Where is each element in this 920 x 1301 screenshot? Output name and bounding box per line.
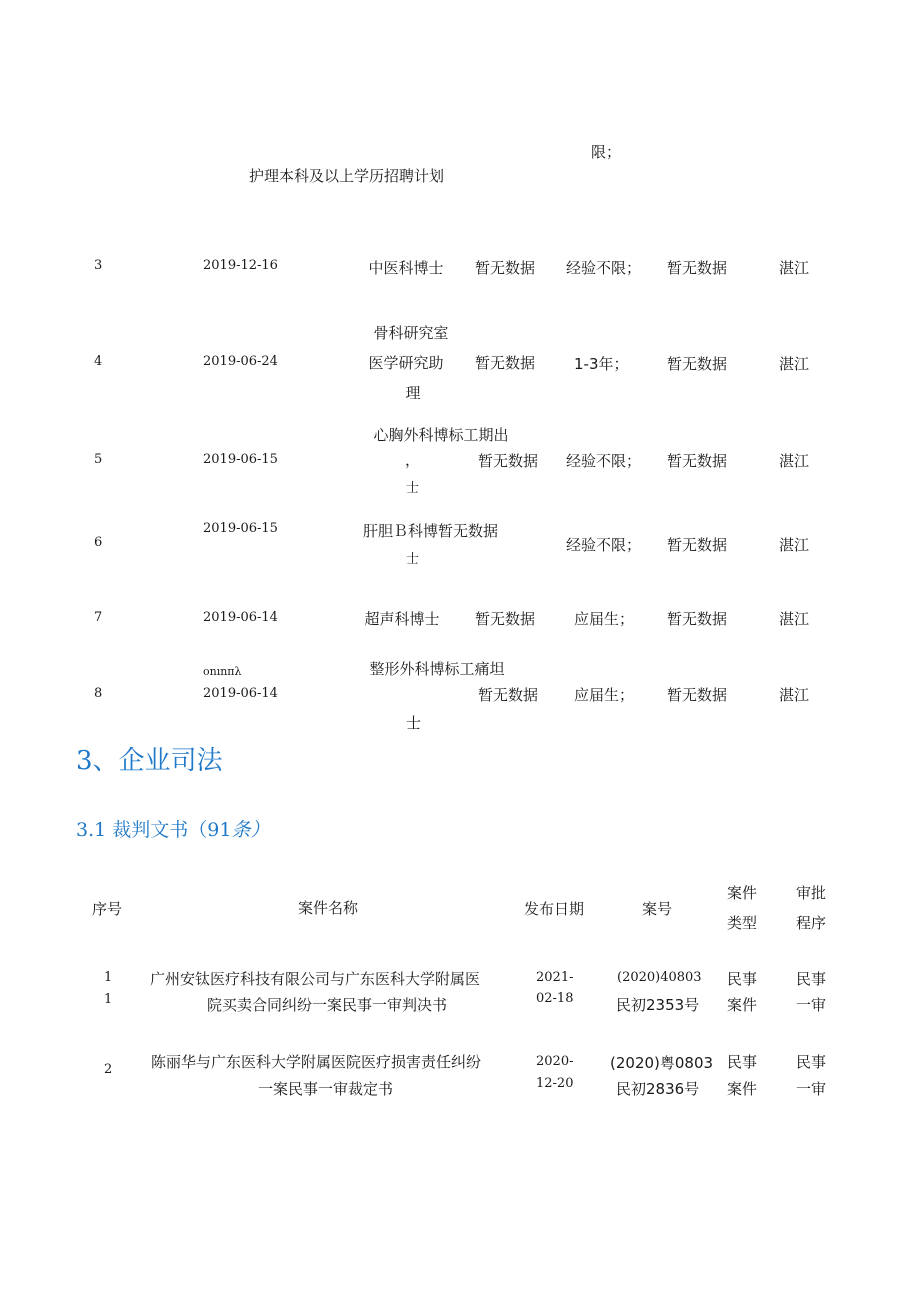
row-position: 超声科博士 xyxy=(364,610,440,628)
case-date-line: 2021- xyxy=(536,970,574,985)
case-type-line: 案件 xyxy=(727,996,758,1014)
case-type-line: 民事 xyxy=(727,970,758,988)
row-position-line: 整形外科博标工痛坦 xyxy=(369,660,505,678)
row-salary: 暂无数据 xyxy=(475,610,536,628)
row-education: 暂无数据 xyxy=(667,259,728,277)
row-salary: 暂无数据 xyxy=(478,452,539,470)
row-number: 1 xyxy=(104,992,113,1007)
row-city: 湛江 xyxy=(779,686,810,704)
row-position-line: 士 xyxy=(406,481,420,496)
row-education: 暂无数据 xyxy=(667,610,728,628)
row-number: 4 xyxy=(94,354,103,369)
procedure-line: 民事 xyxy=(796,970,827,988)
row-date: 2019-12-16 xyxy=(203,258,278,273)
case-date-line: 12-20 xyxy=(536,1076,574,1091)
case-date-line: 2020- xyxy=(536,1054,574,1069)
case-no-line: (2020)40803 xyxy=(617,970,702,985)
header-case-no: 案号 xyxy=(642,900,673,918)
row-date: 2019-06-14 xyxy=(203,610,278,625)
case-no-line: 民初2353号 xyxy=(616,996,700,1014)
row-number: 1 xyxy=(104,970,113,985)
header-procedure-line: 程序 xyxy=(796,914,827,932)
case-type-line: 民事 xyxy=(727,1053,758,1071)
header-case-type-line: 案件 xyxy=(727,884,758,902)
case-name-line: 广州安钛医疗科技有限公司与广东医科大学附属医 xyxy=(150,970,481,988)
header-procedure-line: 审批 xyxy=(796,884,827,902)
plan-text: 护理本科及以上学历招聘计划 xyxy=(249,167,445,185)
row-position-line: 骨科研究室 xyxy=(373,324,449,342)
subsection-title-suffix: 条） xyxy=(231,819,270,841)
row-city: 湛江 xyxy=(779,536,810,554)
row-experience: 应届生； xyxy=(574,686,635,704)
row-number: 8 xyxy=(94,686,103,701)
limit-fragment: 限； xyxy=(591,143,622,161)
header-case-name: 案件名称 xyxy=(298,899,359,917)
row-date: 2019-06-24 xyxy=(203,354,278,369)
row-salary: 暂无数据 xyxy=(475,259,536,277)
row-experience: 1-3年； xyxy=(574,355,629,373)
row-date: 2019-06-15 xyxy=(203,452,278,467)
section-title: 3、企业司法 xyxy=(76,746,223,776)
row-date: 2019-06-14 xyxy=(203,686,278,701)
row-position: 中医科博士 xyxy=(368,259,444,277)
row-position-line: 肝胆Ｂ科博暂无数据 xyxy=(363,522,499,540)
subsection-title-prefix: 3.1 裁判文书（91 xyxy=(76,819,232,841)
row-date-noise: onınπλ xyxy=(203,665,242,678)
row-number: 2 xyxy=(104,1062,113,1077)
case-no-line: 民初2836号 xyxy=(616,1080,700,1098)
row-education: 暂无数据 xyxy=(667,355,728,373)
row-experience: 经验不限； xyxy=(566,452,642,470)
case-name-line: 陈丽华与广东医科大学附属医院医疗损害责任纠纷 xyxy=(151,1053,482,1071)
row-number: 7 xyxy=(94,610,103,625)
row-experience: 经验不限； xyxy=(566,259,642,277)
row-position-line: 士 xyxy=(406,552,420,567)
row-position-line: 心胸外科博标工期出 xyxy=(373,426,509,444)
header-publish-date: 发布日期 xyxy=(524,900,585,918)
row-salary: 暂无数据 xyxy=(475,354,536,372)
row-city: 湛江 xyxy=(779,452,810,470)
row-experience: 经验不限； xyxy=(566,536,642,554)
row-position-line: ， xyxy=(405,451,421,469)
case-no-line: (2020)粤0803 xyxy=(610,1054,714,1072)
procedure-line: 一审 xyxy=(796,1080,827,1098)
row-experience: 应届生； xyxy=(574,610,635,628)
row-education: 暂无数据 xyxy=(667,686,728,704)
row-city: 湛江 xyxy=(779,610,810,628)
row-education: 暂无数据 xyxy=(667,536,728,554)
row-number: 5 xyxy=(94,452,103,467)
row-city: 湛江 xyxy=(779,259,810,277)
case-date-line: 02-18 xyxy=(536,991,574,1006)
procedure-line: 一审 xyxy=(796,996,827,1014)
case-name-line: 一案民事一审裁定书 xyxy=(258,1080,394,1098)
header-case-type-line: 类型 xyxy=(727,914,758,932)
header-no: 序号 xyxy=(92,900,123,918)
row-position-line: 士 xyxy=(406,714,422,732)
procedure-line: 民事 xyxy=(796,1053,827,1071)
case-name-line: 院买卖合同纠纷一案民事一审判决书 xyxy=(207,996,448,1014)
case-type-line: 案件 xyxy=(727,1080,758,1098)
row-position-line: 理 xyxy=(405,384,421,402)
subsection-title xyxy=(76,815,269,842)
row-city: 湛江 xyxy=(779,355,810,373)
row-date: 2019-06-15 xyxy=(203,521,278,536)
row-number: 3 xyxy=(94,258,103,273)
row-position-line: 医学研究助 xyxy=(368,354,444,372)
row-education: 暂无数据 xyxy=(667,452,728,470)
row-number: 6 xyxy=(94,535,103,550)
row-salary: 暂无数据 xyxy=(478,686,539,704)
